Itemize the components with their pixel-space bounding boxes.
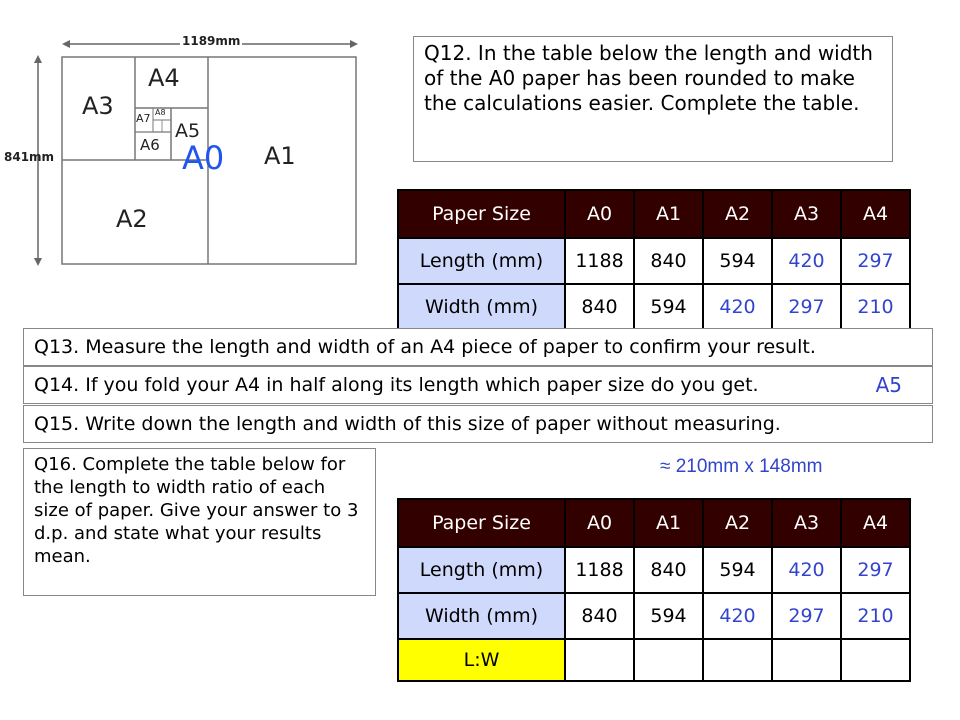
table-cell: 420 [772, 238, 841, 284]
row-label: Width (mm) [398, 593, 565, 639]
question-12-text: . In the table below the length and width of the A0 paper has been rounded to make the calculations easier. Complete the table. [424, 41, 873, 115]
question-12-box [413, 36, 893, 162]
table-cell: 210 [841, 593, 910, 639]
paper-size-diagram [0, 0, 380, 300]
table-row-width [398, 593, 910, 639]
table-row-ratio [398, 639, 910, 681]
ratio-answer-cell[interactable] [634, 639, 703, 681]
label-a6: A6 [140, 136, 160, 154]
ratio-answer-cell[interactable] [703, 639, 772, 681]
row-label: Length (mm) [398, 547, 565, 593]
table-cell: 1188 [565, 238, 634, 284]
header-cell: A2 [703, 499, 772, 547]
header-cell: Paper Size [398, 190, 565, 238]
row-label: L:W [398, 639, 565, 681]
table-row-width [398, 284, 910, 330]
question-12-number: Q12 [424, 41, 466, 65]
question-14-number: Q14 [34, 374, 74, 396]
question-13-number: Q13 [34, 336, 74, 358]
table-cell: 297 [772, 593, 841, 639]
question-16-number: Q16 [34, 454, 72, 475]
row-label: Length (mm) [398, 238, 565, 284]
header-cell: A3 [772, 499, 841, 547]
label-a0: A0 [182, 139, 225, 177]
ratio-answer-cell[interactable] [565, 639, 634, 681]
table-cell: 297 [841, 238, 910, 284]
table-cell: 420 [772, 547, 841, 593]
question-14-box [23, 366, 933, 404]
question-16-text: . Complete the table below for the length to width ratio of each size of paper. Give your answer to 3 d.p. and state what your results mean. [34, 454, 359, 567]
label-a8: A8 [155, 108, 166, 117]
table-cell: 594 [634, 284, 703, 330]
table-cell: 297 [841, 547, 910, 593]
question-14-answer: A5 [875, 373, 902, 397]
ratio-table [397, 498, 911, 682]
question-13-text: . Measure the length and width of an A4 piece of paper to confirm your result. [73, 336, 816, 358]
label-a7: A7 [136, 112, 151, 125]
label-a1: A1 [264, 142, 296, 170]
header-cell: A4 [841, 499, 910, 547]
header-cell: Paper Size [398, 499, 565, 547]
ratio-answer-cell[interactable] [772, 639, 841, 681]
table-cell: 840 [565, 284, 634, 330]
label-a3: A3 [82, 92, 114, 120]
table-cell: 594 [703, 238, 772, 284]
question-13-box [23, 328, 933, 366]
table-cell: 420 [703, 284, 772, 330]
label-a4: A4 [148, 64, 180, 92]
table-row-length [398, 547, 910, 593]
table-cell: 210 [841, 284, 910, 330]
paper-size-table [397, 189, 911, 331]
ratio-answer-cell[interactable] [841, 639, 910, 681]
question-15-box [23, 405, 933, 443]
header-cell: A1 [634, 190, 703, 238]
header-cell: A2 [703, 190, 772, 238]
header-cell: A0 [565, 499, 634, 547]
dim-height-label: 841mm [4, 150, 55, 164]
table-cell: 594 [634, 593, 703, 639]
table-row-length [398, 238, 910, 284]
row-label: Width (mm) [398, 284, 565, 330]
question-16-box [23, 448, 376, 596]
table-cell: 1188 [565, 547, 634, 593]
label-a2: A2 [116, 205, 148, 233]
question-15-answer: ≈ 210mm x 148mm [660, 456, 823, 477]
dim-width-label: 1189mm [182, 34, 241, 48]
table-cell: 840 [634, 547, 703, 593]
question-15-text: . Write down the length and width of this size of paper without measuring. [73, 413, 781, 435]
table-cell: 297 [772, 284, 841, 330]
question-15-number: Q15 [34, 413, 74, 435]
header-cell: A0 [565, 190, 634, 238]
header-cell: A4 [841, 190, 910, 238]
header-cell: A3 [772, 190, 841, 238]
table-cell: 840 [565, 593, 634, 639]
table-header-row [398, 190, 910, 238]
table-header-row [398, 499, 910, 547]
table-cell: 420 [703, 593, 772, 639]
label-a5: A5 [175, 120, 201, 142]
question-14-text: . If you fold your A4 in half along its length which paper size do you get. [73, 374, 759, 396]
table-cell: 594 [703, 547, 772, 593]
table-cell: 840 [634, 238, 703, 284]
header-cell: A1 [634, 499, 703, 547]
